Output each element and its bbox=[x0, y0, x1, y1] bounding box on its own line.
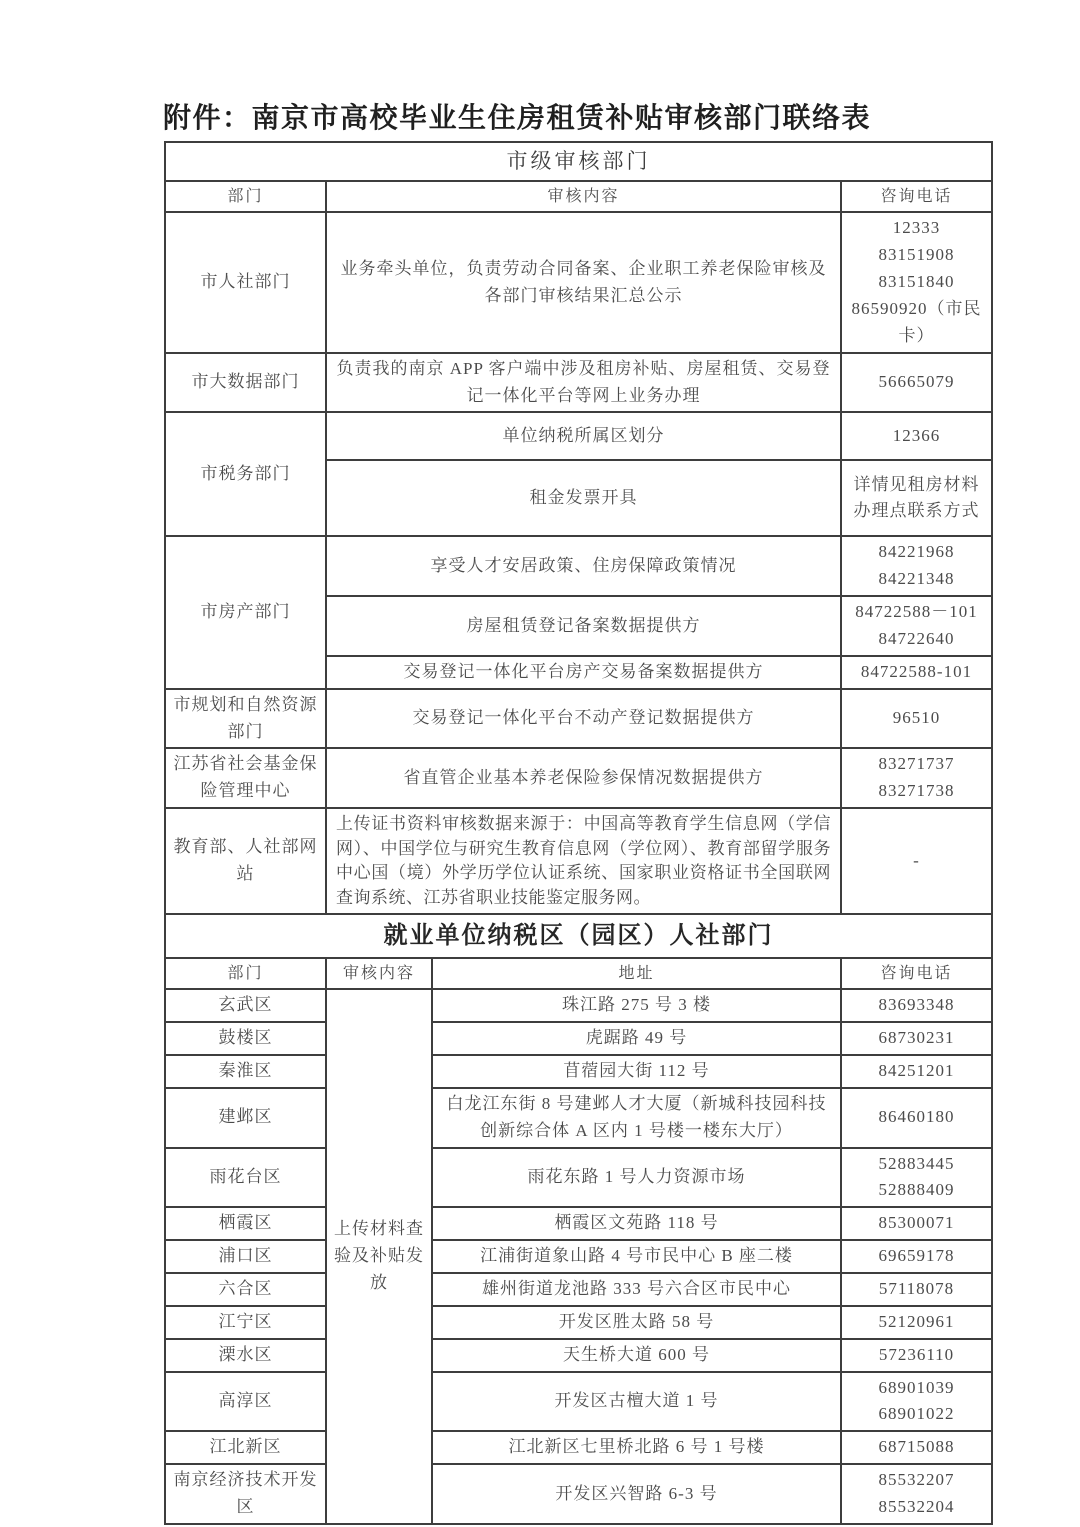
dept-cell-jiaoyu: 教育部、人社部网站 bbox=[165, 808, 326, 914]
dept-cell-shuiwu: 市税务部门 bbox=[165, 412, 326, 536]
dept-cell-jianye: 建邺区 bbox=[165, 1088, 326, 1148]
phone-cell-lishui: 57236110 bbox=[841, 1339, 992, 1372]
content-cell-renshe: 业务牵头单位，负责劳动合同备案、企业职工养老保险审核及各部门审核结果汇总公示 bbox=[326, 212, 841, 352]
phone-line: 83271738 bbox=[878, 781, 955, 801]
content-cell-shuiwu-1: 单位纳税所属区划分 bbox=[326, 412, 841, 460]
dept-cell-shebao: 江苏省社会基金保险管理中心 bbox=[165, 748, 326, 808]
content-cell-fangchan-2: 房屋租赁登记备案数据提供方 bbox=[326, 596, 841, 656]
phone-cell-guihua: 96510 bbox=[841, 689, 992, 749]
phone-cell-gaochun bbox=[841, 1372, 992, 1432]
s2-header-dept: 部门 bbox=[165, 958, 326, 989]
addr-cell-jianye: 白龙江东街 8 号建邺人才大厦（新城科技园科技创新综合体 A 区内 1 号楼一楼东大厅） bbox=[432, 1088, 841, 1148]
dept-cell-renshe: 市人社部门 bbox=[165, 212, 326, 352]
section1-title: 市级审核部门 bbox=[165, 142, 992, 181]
phone-line: 68901039 bbox=[878, 1377, 955, 1397]
content-cell-shuiwu-2: 租金发票开具 bbox=[326, 460, 841, 536]
phone-cell-jiaoyu: - bbox=[841, 808, 992, 914]
phone-cell-jiangning: 52120961 bbox=[841, 1306, 992, 1339]
phone-line: 86590920（市民卡） bbox=[851, 299, 982, 345]
addr-cell-njkaifaqu: 开发区兴智路 6-3 号 bbox=[432, 1464, 841, 1524]
addr-cell-jiangbei: 江北新区七里桥北路 6 号 1 号楼 bbox=[432, 1431, 841, 1464]
addr-cell-pukou: 江浦街道象山路 4 号市民中心 B 座二楼 bbox=[432, 1240, 841, 1273]
dept-cell-qinhuai: 秦淮区 bbox=[165, 1055, 326, 1088]
phone-line: 85532207 bbox=[878, 1470, 955, 1490]
addr-cell-qinhuai: 苜蓿园大街 112 号 bbox=[432, 1055, 841, 1088]
phone-cell-njkaifaqu bbox=[841, 1464, 992, 1524]
dept-cell-dashuju: 市大数据部门 bbox=[165, 353, 326, 413]
dept-cell-njkaifaqu: 南京经济技术开发区 bbox=[165, 1464, 326, 1524]
phone-line: 83151908 bbox=[878, 245, 955, 265]
phone-line: 83151840 bbox=[878, 272, 955, 292]
dept-cell-fangchan: 市房产部门 bbox=[165, 536, 326, 688]
dept-cell-xuanwu: 玄武区 bbox=[165, 989, 326, 1022]
phone-line: 12333 bbox=[892, 218, 941, 238]
phone-cell-jiangbei: 68715088 bbox=[841, 1431, 992, 1464]
phone-cell-dashuju: 56665079 bbox=[841, 353, 992, 413]
s1-header-content: 审核内容 bbox=[326, 181, 841, 212]
phone-line: 84722588－101 bbox=[855, 602, 978, 622]
section2-title: 就业单位纳税区（园区）人社部门 bbox=[165, 914, 992, 958]
phone-cell-fangchan-1 bbox=[841, 536, 992, 596]
phone-cell-fangchan-3: 84722588-101 bbox=[841, 656, 992, 689]
phone-line: 84221968 bbox=[878, 542, 955, 562]
s1-header-dept: 部门 bbox=[165, 181, 326, 212]
dept-cell-pukou: 浦口区 bbox=[165, 1240, 326, 1273]
addr-cell-jiangning: 开发区胜太路 58 号 bbox=[432, 1306, 841, 1339]
phone-line: 52888409 bbox=[878, 1180, 955, 1200]
dept-cell-yuhuatai: 雨花台区 bbox=[165, 1148, 326, 1208]
phone-line: 52883445 bbox=[878, 1153, 955, 1173]
dept-cell-luhe: 六合区 bbox=[165, 1273, 326, 1306]
addr-cell-gulou: 虎踞路 49 号 bbox=[432, 1022, 841, 1055]
addr-cell-luhe: 雄州街道龙池路 333 号六合区市民中心 bbox=[432, 1273, 841, 1306]
document-title: 附件：南京市高校毕业生住房租赁补贴审核部门联络表 bbox=[163, 102, 872, 133]
phone-cell-renshe bbox=[841, 212, 992, 352]
addr-cell-gaochun: 开发区古檀大道 1 号 bbox=[432, 1372, 841, 1432]
dept-cell-qixia: 栖霞区 bbox=[165, 1207, 326, 1240]
phone-line: 83271737 bbox=[878, 754, 955, 774]
phone-line: 68901022 bbox=[878, 1404, 955, 1424]
dept-cell-gaochun: 高淳区 bbox=[165, 1372, 326, 1432]
content-cell-fangchan-1: 享受人才安居政策、住房保障政策情况 bbox=[326, 536, 841, 596]
phone-cell-qixia: 85300071 bbox=[841, 1207, 992, 1240]
s2-header-phone: 咨询电话 bbox=[841, 958, 992, 989]
phone-cell-qinhuai: 84251201 bbox=[841, 1055, 992, 1088]
content-cell-jiaoyu: 上传证书资料审核数据来源于：中国高等教育学生信息网（学信网）、中国学位与研究生教育信息网（学位网）、教育部留学服务中心国（境）外学历学位认证系统、国家职业资格证书全国联网查询系统、江苏省职业技能鉴定服务网。 bbox=[326, 808, 841, 914]
s2-header-content: 审核内容 bbox=[326, 958, 432, 989]
content-cell-dashuju: 负责我的南京 APP 客户端中涉及租房补贴、房屋租赁、交易登记一体化平台等网上业务办理 bbox=[326, 353, 841, 413]
dept-cell-jiangbei: 江北新区 bbox=[165, 1431, 326, 1464]
dept-cell-gulou: 鼓楼区 bbox=[165, 1022, 326, 1055]
content-cell-merged: 上传材料查验及补贴发放 bbox=[326, 989, 432, 1524]
addr-cell-xuanwu: 珠江路 275 号 3 楼 bbox=[432, 989, 841, 1022]
addr-cell-qixia: 栖霞区文苑路 118 号 bbox=[432, 1207, 841, 1240]
phone-line: 85532204 bbox=[878, 1496, 955, 1516]
addr-cell-lishui: 天生桥大道 600 号 bbox=[432, 1339, 841, 1372]
dept-cell-jiangning: 江宁区 bbox=[165, 1306, 326, 1339]
s2-header-addr: 地址 bbox=[432, 958, 841, 989]
phone-line: 84722640 bbox=[878, 629, 955, 649]
phone-cell-shebao bbox=[841, 748, 992, 808]
phone-cell-gulou: 68730231 bbox=[841, 1022, 992, 1055]
content-cell-fangchan-3: 交易登记一体化平台房产交易备案数据提供方 bbox=[326, 656, 841, 689]
phone-cell-shuiwu-1: 12366 bbox=[841, 412, 992, 460]
contact-table bbox=[164, 141, 993, 1525]
dept-cell-guihua: 市规划和自然资源部门 bbox=[165, 689, 326, 749]
phone-cell-pukou: 69659178 bbox=[841, 1240, 992, 1273]
phone-cell-shuiwu-2: 详情见租房材料办理点联系方式 bbox=[841, 460, 992, 536]
phone-cell-fangchan-2 bbox=[841, 596, 992, 656]
phone-cell-yuhuatai bbox=[841, 1148, 992, 1208]
phone-cell-xuanwu: 83693348 bbox=[841, 989, 992, 1022]
content-cell-shebao: 省直管企业基本养老保险参保情况数据提供方 bbox=[326, 748, 841, 808]
dept-cell-lishui: 溧水区 bbox=[165, 1339, 326, 1372]
addr-cell-yuhuatai: 雨花东路 1 号人力资源市场 bbox=[432, 1148, 841, 1208]
phone-cell-luhe: 57118078 bbox=[841, 1273, 992, 1306]
phone-line: 84221348 bbox=[878, 569, 955, 589]
content-cell-guihua: 交易登记一体化平台不动产登记数据提供方 bbox=[326, 689, 841, 749]
s1-header-phone: 咨询电话 bbox=[841, 181, 992, 212]
phone-cell-jianye: 86460180 bbox=[841, 1088, 992, 1148]
